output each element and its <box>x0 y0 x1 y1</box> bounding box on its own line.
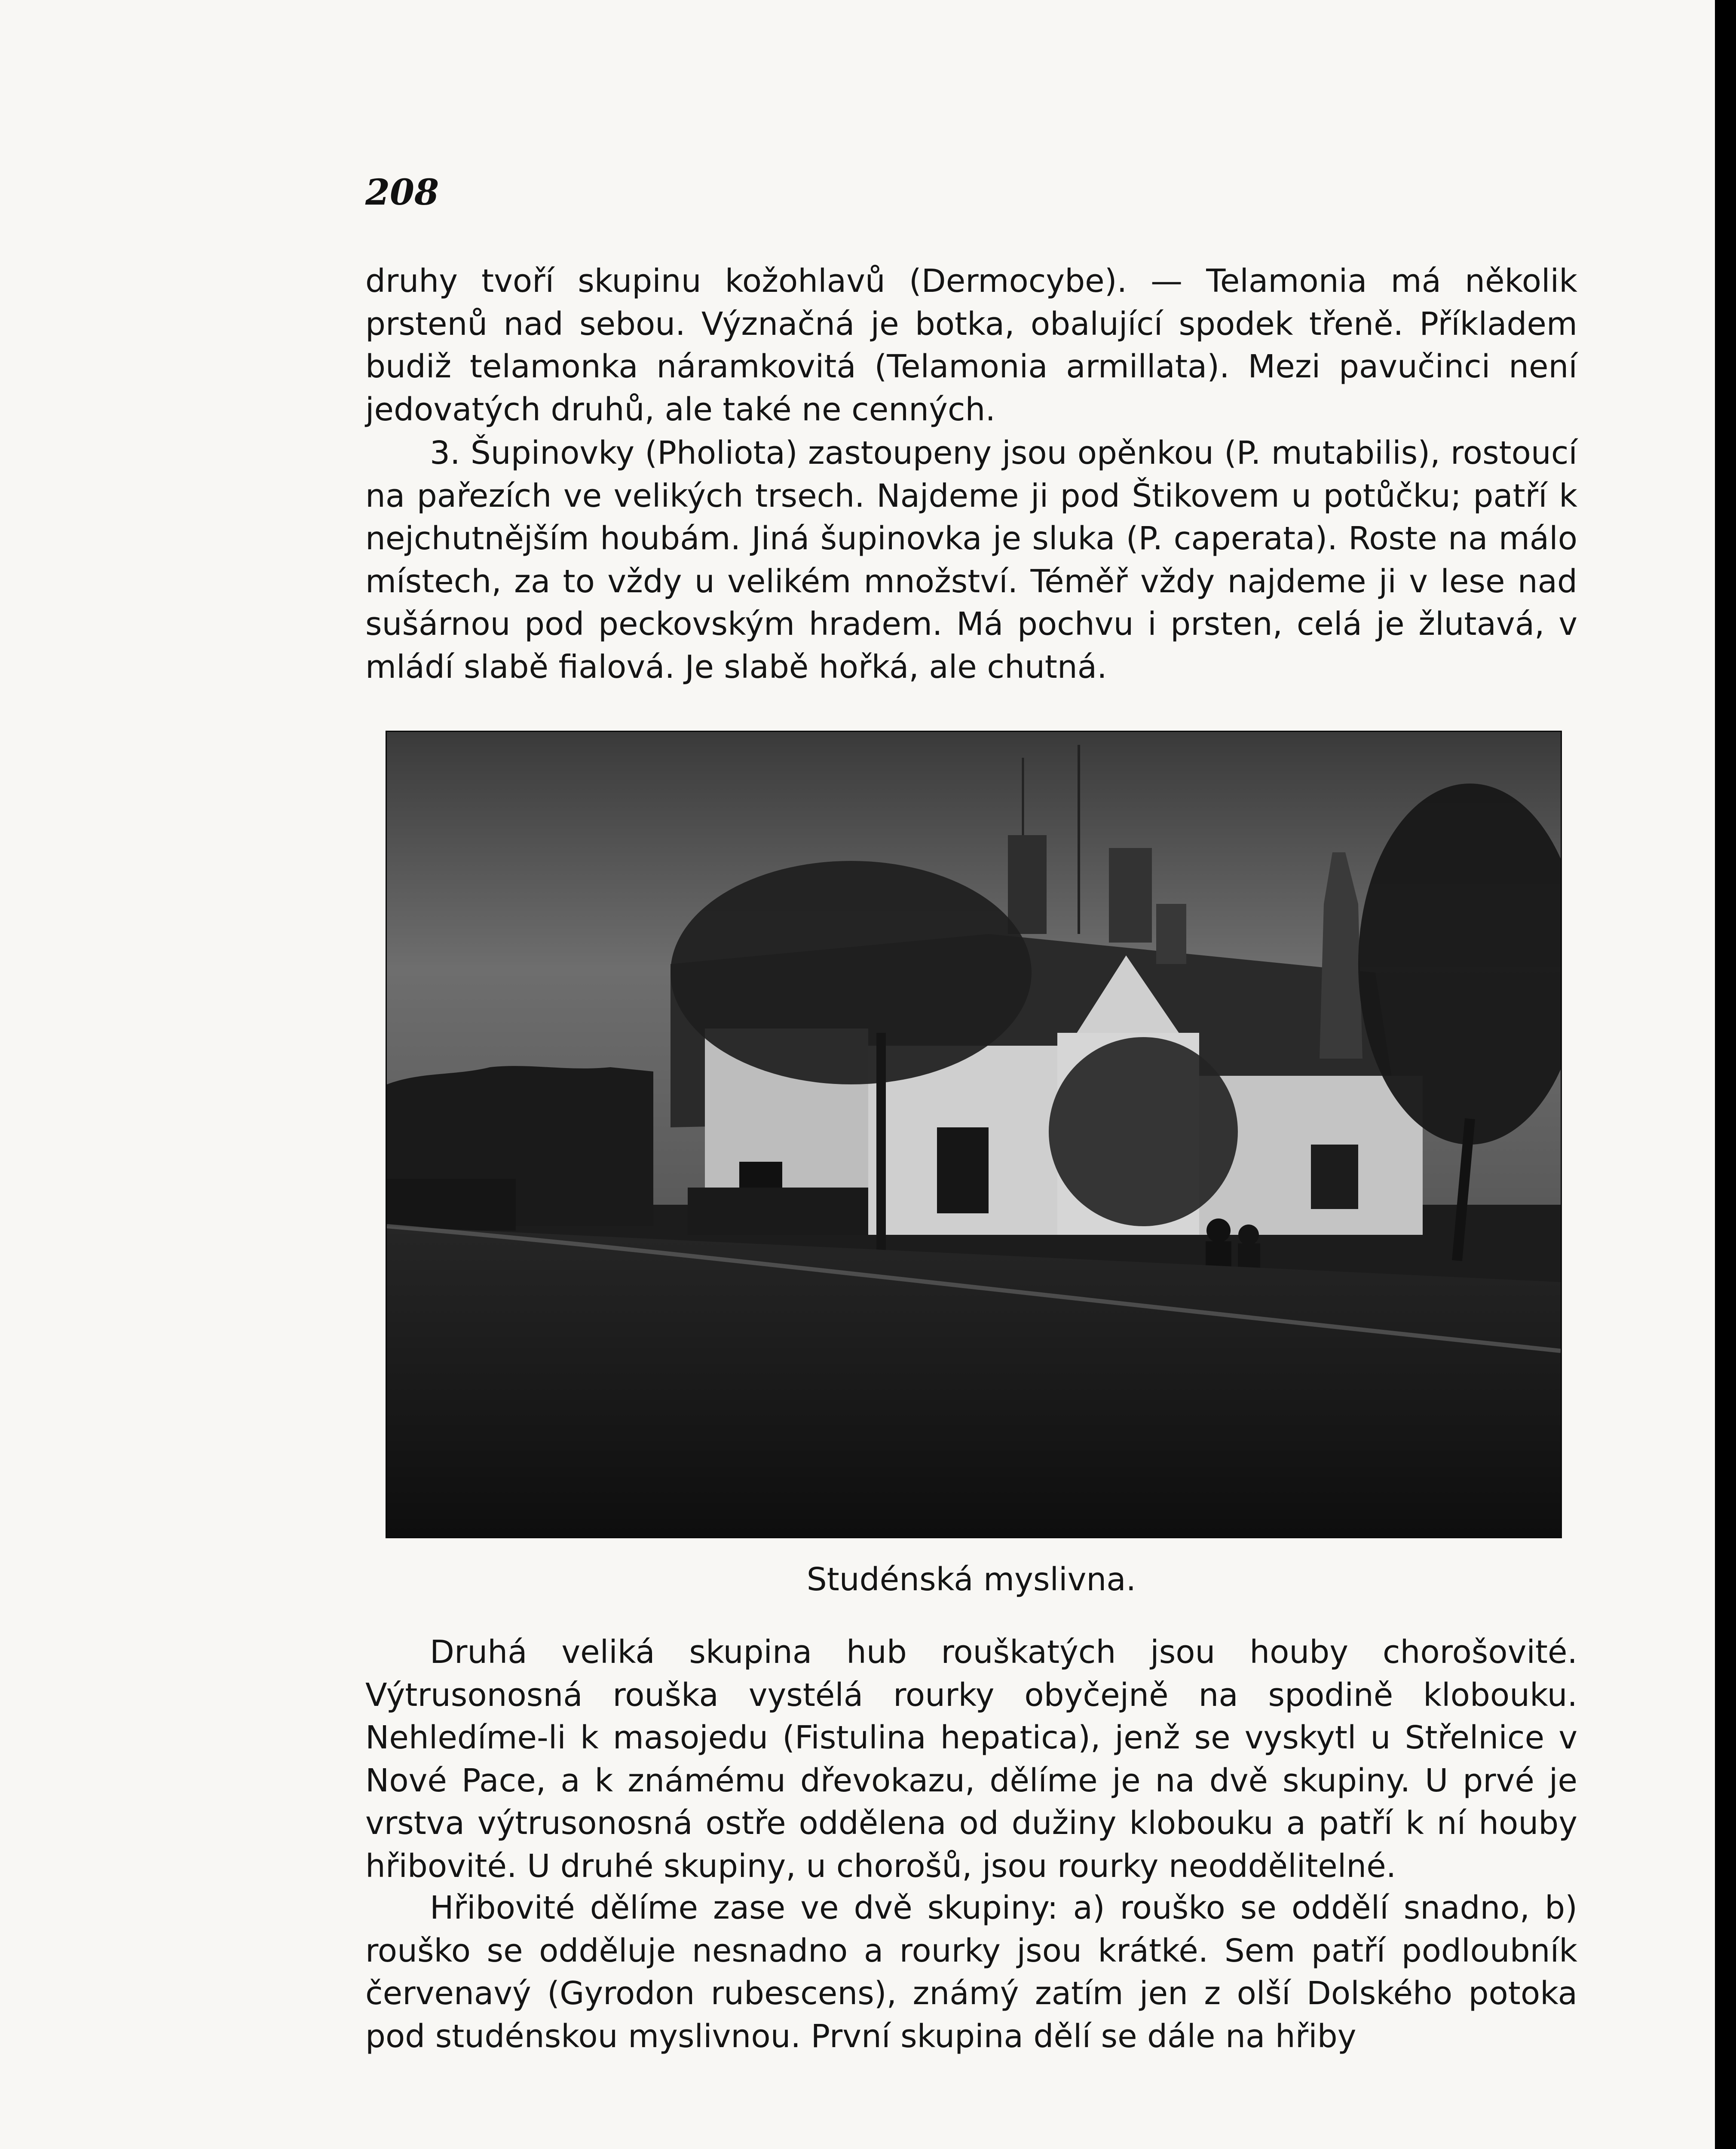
fence-left <box>387 1179 516 1231</box>
paragraph-hribovite: Hřibovité dělíme zase ve dvě skupiny: a) rouško se oddělí snadno, b) rouško se odděluje nesnadno a rourky jsou krátké. Sem patří podloubník červenavý (Gyrodon rubescens), známý zatím jen z olší Dolského potoka pod studénskou myslivnou. První skupina dělí se dále na hřiby <box>365 1889 1577 2055</box>
paragraph-chorosovite: Druhá veliká skupina hub rouškatých jsou houby chorošovité. Výtrusonosná rouška vystélá rourky obyčejně na spodině klobouku. Nehledíme-li k masojedu (Fistulina hepatica), jenž se vyskytl u Střelnice v Nové Pace, a k známému dřevokazu, dělíme je na dvě skupiny. U prvé je vrstva výtrusonosná ostře oddělena od dužiny klobouku a patří k ní houby hřibovité. U druhé skupiny, u chorošů, jsou rourky neoddělitelné. <box>365 1634 1577 1885</box>
chimney-2 <box>1109 848 1152 943</box>
window-2 <box>1311 1145 1358 1209</box>
ground <box>387 1226 1561 1537</box>
page-number: 208 <box>365 172 439 213</box>
paragraph-dermocybe: druhy tvoří skupinu kožohlavů (Dermocybe). — Telamonia má několik prstenů nad sebou. Význačná je botka, obalující spodek třeně. Příkladem budiž telamonka náramkovitá (Telamonia armillata). Mezi pavučinci není jedovatých druhů, ale také ne cenných. <box>365 263 1577 428</box>
tree-center-crown <box>1049 1037 1238 1226</box>
figure-caption: Studénská myslivna. <box>806 1561 1136 1598</box>
chimney-3 <box>1156 904 1186 964</box>
scan-edge <box>1715 0 1736 2149</box>
fence-right <box>688 1188 868 1235</box>
window-1 <box>937 1127 989 1213</box>
tree-left-crown <box>671 861 1032 1084</box>
photo-hunting-lodge <box>386 731 1562 1538</box>
paragraph-supinovky: 3. Šupinovky (Pholiota) zastoupeny jsou opěnkou (P. mutabilis), rostoucí na pařezích ve velikých trsech. Najdeme ji pod Štikovem u potůčku; patří k nejchutnějším houbám. Jiná šupinovka je sluka (P. caperata). Roste na málo místech, za to vždy u velikém množství. Téměř vždy najdeme ji v lese nad sušárnou pod peckovským hradem. Má pochvu i prsten, celá je žlutavá, v mládí slabě fialová. Je slabě hořká, ale chutná. <box>365 435 1577 686</box>
chimney-1 <box>1008 835 1047 934</box>
